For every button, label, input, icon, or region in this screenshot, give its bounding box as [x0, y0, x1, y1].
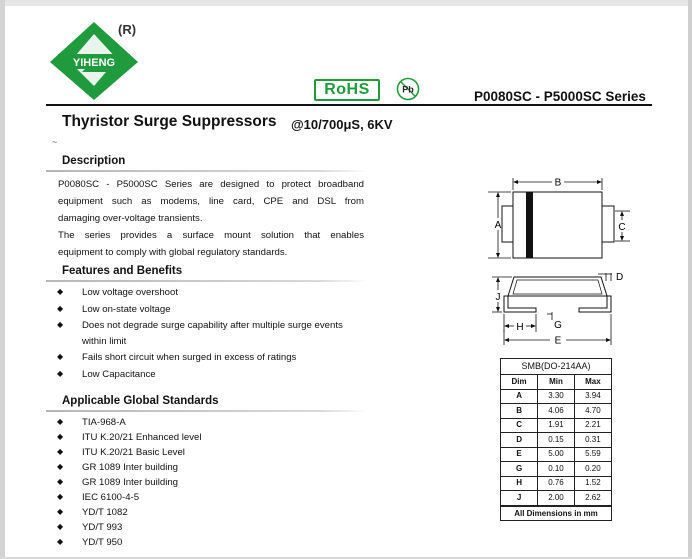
- lead-free-icon: [396, 77, 420, 101]
- table-caption: SMB(DO-214AA): [501, 359, 611, 375]
- list-item: ◆ GR 1089 Inter building: [57, 462, 178, 473]
- window-frame-top: [0, 0, 692, 6]
- dim-label-c: C: [618, 222, 626, 233]
- logo-text: YIHENG: [72, 57, 116, 69]
- page-title: Thyristor Surge Suppressors: [62, 113, 277, 130]
- description-line: equipment such as modems, line card, CPE and DSL from: [58, 196, 364, 207]
- table-row: E 5.00 5.59: [501, 447, 611, 462]
- section-divider: [46, 280, 368, 282]
- diamond-bullet-icon: ◆: [57, 287, 64, 296]
- description-line: damaging over-voltage transients.: [58, 213, 203, 224]
- diamond-bullet-icon: ◆: [57, 320, 64, 329]
- dim-label-e: E: [554, 335, 562, 347]
- list-item: ◆ YD/T 993: [57, 522, 123, 533]
- table-row: C 1.91 2.21: [501, 418, 611, 433]
- list-item: ◆ TIA-968-A: [57, 417, 126, 428]
- table-row: B 4.06 4.70: [501, 404, 611, 419]
- svg-text:Pb: Pb: [402, 84, 414, 95]
- section-divider: [46, 170, 368, 172]
- description-section: [46, 152, 368, 172]
- rohs-badge: RoHS: [314, 79, 380, 101]
- window-frame-left: [0, 0, 5, 559]
- list-item: ◆ Low Capacitance: [57, 368, 156, 380]
- diamond-bullet-icon: ◆: [57, 462, 64, 471]
- dim-label-j: J: [495, 292, 501, 303]
- list-item: ◆ ITU K.20/21 Enhanced level: [57, 432, 202, 443]
- list-item: ◆ Low voltage overshoot: [57, 287, 178, 298]
- dimensions-table: [500, 358, 612, 521]
- diamond-bullet-icon: ◆: [57, 522, 64, 531]
- column-header: Dim: [501, 375, 538, 389]
- section-heading: Features and Benefits: [62, 265, 183, 277]
- stray-mark: ~: [52, 137, 58, 147]
- standards-list: [56, 417, 368, 552]
- list-item: ◆ GR 1089 Inter building: [57, 477, 178, 488]
- dim-label-d: D: [616, 272, 624, 283]
- description-line: The series provides a surface mount solution that enables: [58, 230, 364, 241]
- diamond-bullet-icon: ◆: [57, 507, 64, 516]
- features-list: [56, 287, 368, 385]
- list-item: ◆ Does not degrade surge capability after multiple surge events: [57, 320, 343, 331]
- table-header-row: [501, 375, 611, 389]
- section-heading: Applicable Global Standards: [62, 395, 219, 407]
- dim-label-h: H: [516, 322, 524, 333]
- description-line: P0080SC - P5000SC Series are designed to protect broadband: [58, 179, 364, 190]
- standards-section: [46, 392, 368, 412]
- dim-label-b: B: [554, 177, 562, 189]
- series-name: P0080SC - P5000SC Series: [474, 89, 646, 104]
- diamond-bullet-icon: ◆: [57, 417, 64, 426]
- list-item: ◆ IEC 6100-4-5: [57, 492, 140, 503]
- table-row: J 2.00 2.62: [501, 491, 611, 506]
- diamond-bullet-icon: ◆: [57, 432, 64, 441]
- table-row: A 3.30 3.94: [501, 389, 611, 404]
- column-header: Min: [538, 375, 575, 389]
- table-row: D 0.15 0.31: [501, 433, 611, 448]
- list-item: ◆ Low on-state voltage: [57, 303, 171, 315]
- diamond-bullet-icon: ◆: [57, 368, 64, 378]
- diamond-bullet-icon: ◆: [57, 447, 64, 456]
- registered-mark: (R): [118, 22, 137, 37]
- column-header: Max: [574, 375, 611, 389]
- dim-label-a: A: [494, 220, 502, 231]
- features-section: [46, 262, 368, 282]
- list-item: ◆ YD/T 950: [57, 537, 123, 548]
- table-row: H 0.76 1.52: [501, 476, 611, 491]
- diamond-bullet-icon: ◆: [57, 303, 64, 313]
- diamond-bullet-icon: ◆: [57, 492, 64, 501]
- diamond-bullet-icon: ◆: [57, 352, 64, 361]
- description-line: equipment to comply with global regulatory standards.: [58, 247, 288, 258]
- page-subtitle: @10/700μS, 6KV: [291, 117, 393, 132]
- diamond-bullet-icon: ◆: [57, 477, 64, 486]
- dim-label-g: G: [554, 320, 562, 331]
- diamond-bullet-icon: ◆: [57, 537, 64, 546]
- table-footer: All Dimensions in mm: [501, 506, 611, 520]
- table-row: G 0.10 0.20: [501, 462, 611, 477]
- section-divider: [46, 410, 368, 412]
- list-item: ◆ Fails short circuit when surged in excess of ratings: [57, 352, 297, 363]
- list-item: ◆ YD/T 1082: [57, 507, 128, 518]
- window-frame-right: [688, 0, 692, 559]
- header-divider: [46, 104, 652, 106]
- section-heading: Description: [62, 155, 126, 167]
- list-item: ◆ ITU K.20/21 Basic Level: [57, 447, 185, 458]
- package-outline-drawing: [488, 170, 638, 350]
- list-item-continuation: within limit: [82, 335, 127, 347]
